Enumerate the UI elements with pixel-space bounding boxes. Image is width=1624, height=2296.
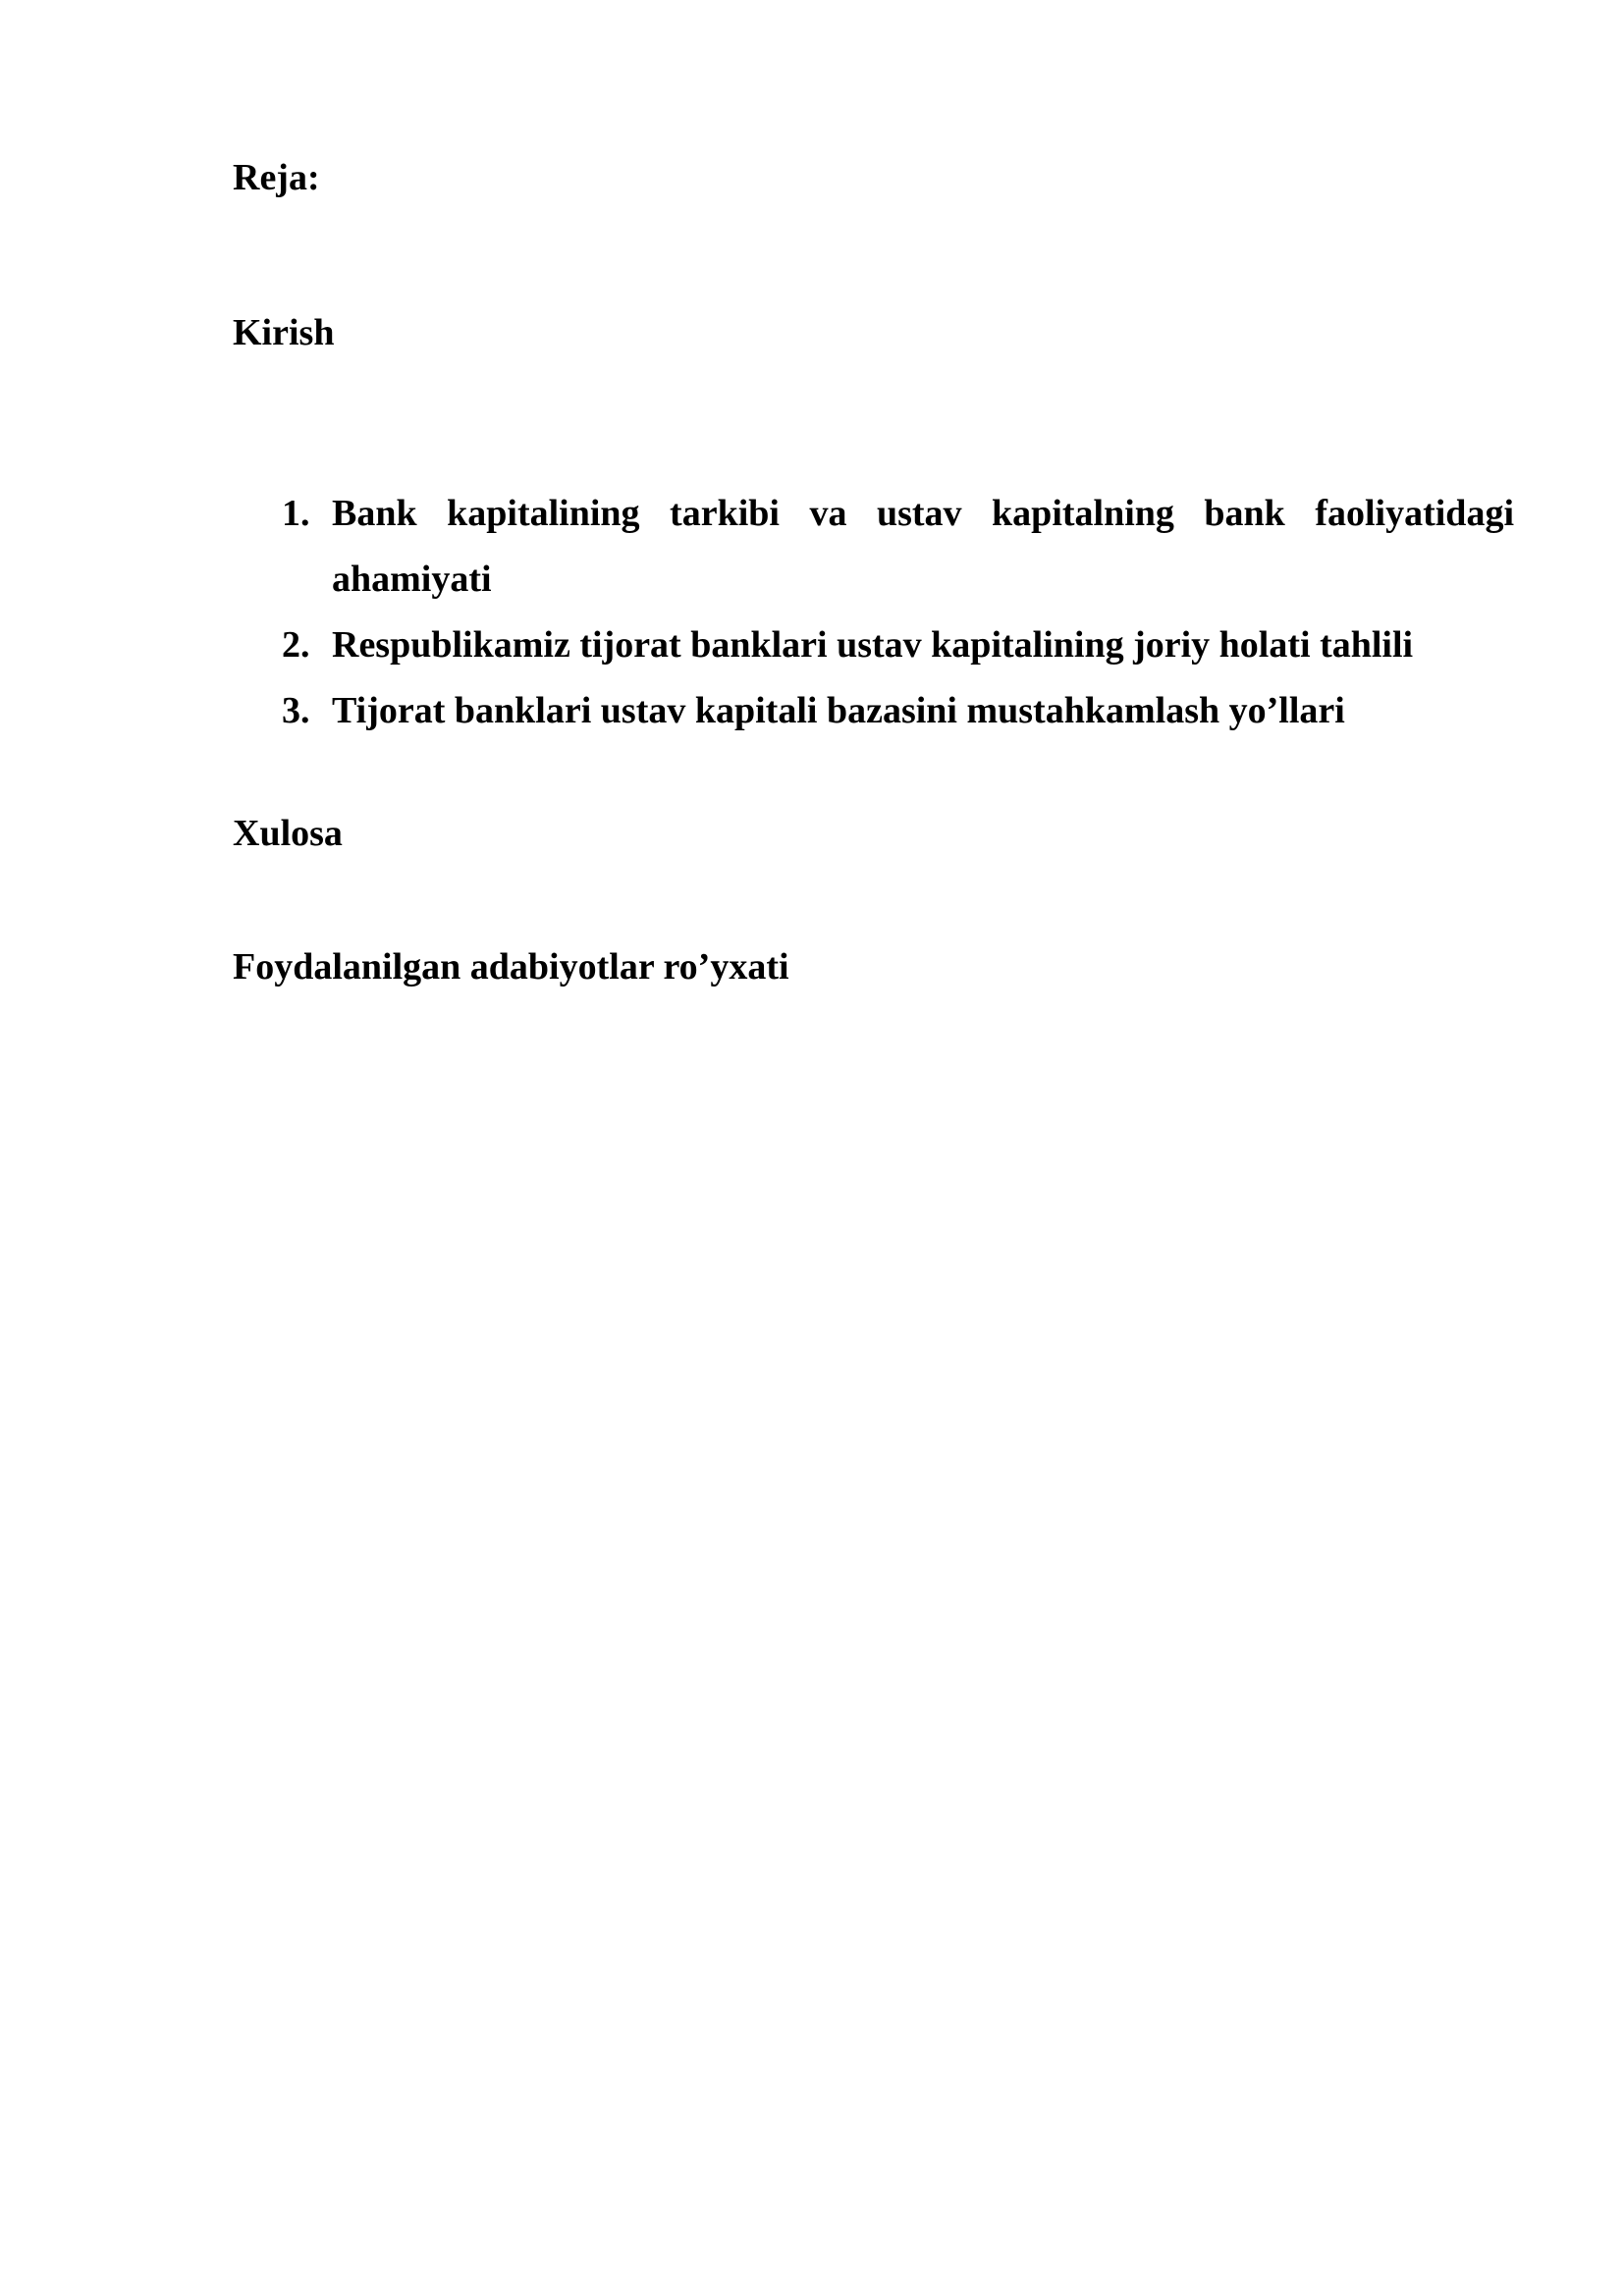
conclusion-heading: Xulosa — [233, 813, 343, 854]
chapter-number: 1. — [282, 493, 310, 534]
chapter-item — [233, 613, 1514, 678]
chapter-number: 3. — [282, 690, 310, 731]
plan-title: Reja: — [233, 157, 320, 198]
chapter-item — [233, 678, 1514, 744]
chapter-item — [233, 481, 1514, 613]
chapter-title: Tijorat banklari ustav kapitali bazasini mustahkamlash yo’llari — [332, 690, 1345, 731]
chapter-list — [233, 481, 1514, 744]
chapter-title: Bank kapitalining tarkibi va ustav kapitalning bank faoliyatidagi ahamiyati — [332, 493, 1514, 600]
chapter-number: 2. — [282, 624, 310, 666]
chapter-title: Respublikamiz tijorat banklari ustav kapitalining joriy holati tahlili — [332, 624, 1414, 666]
references-heading: Foydalanilgan adabiyotlar ro’yxati — [233, 946, 789, 988]
introduction-heading: Kirish — [233, 312, 335, 353]
